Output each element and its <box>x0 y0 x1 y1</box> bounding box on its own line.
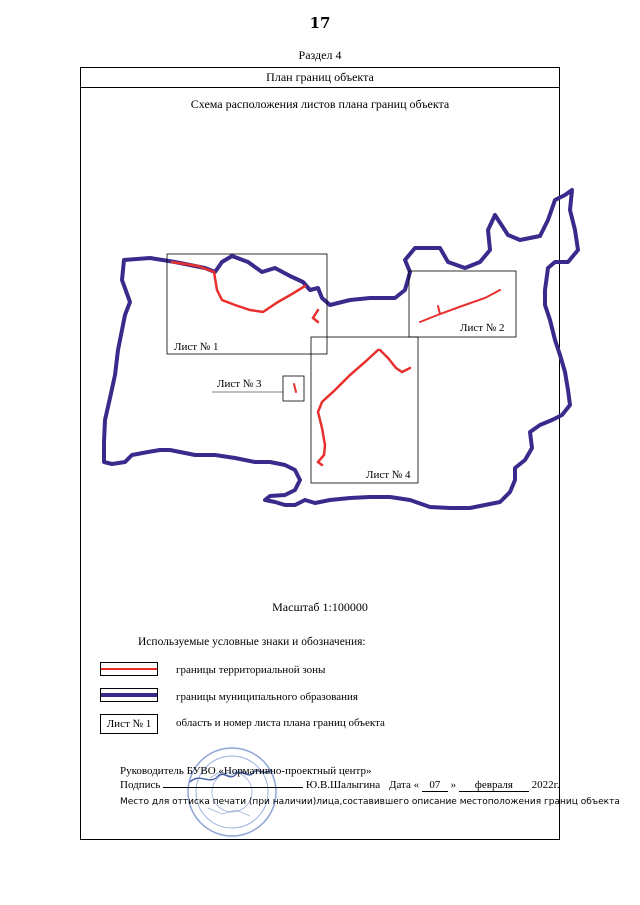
date-label: Дата « <box>388 779 420 791</box>
zone-line-1b <box>313 310 318 322</box>
date-day: 07 <box>422 779 448 792</box>
signature-blank <box>163 787 303 788</box>
sign-label: Подпись <box>120 779 161 791</box>
zone-line-2b <box>438 306 440 314</box>
legend-municipal-text: границы муниципального образования <box>176 691 358 703</box>
sheet-3-label: Лист № 3 <box>217 378 262 390</box>
date-month: февраля <box>459 779 529 792</box>
legend-sheet-box: Лист № 1 <box>100 714 158 734</box>
signature-head-line: Руководитель БУВО «Нормативно-проектный центр» <box>120 765 372 777</box>
frame-title: План границ объекта <box>80 67 560 88</box>
date-year-suffix: г. <box>553 779 560 791</box>
legend-zone-text: границы территориальной зоны <box>176 664 326 676</box>
zone-line-4b <box>380 350 410 372</box>
legend-municipal-line-sample <box>100 688 158 702</box>
legend-title: Используемые условные знаки и обозначения: <box>138 636 366 648</box>
sheet-4-area <box>311 337 418 483</box>
sheet-1-area <box>167 254 327 354</box>
section-heading: Раздел 4 <box>298 48 342 62</box>
legend-zone-line-sample <box>100 662 158 676</box>
map-scale: Масштаб 1:100000 <box>272 600 368 614</box>
sheet-2-label: Лист № 2 <box>460 322 505 334</box>
stamp-place-note: Место для оттиска печати (при наличии)лица,составившего описание местоположения границ объекта <box>120 797 620 807</box>
page-number: 17 <box>309 14 331 32</box>
legend-sheet-text: область и номер листа плана границ объекта <box>176 717 385 729</box>
zone-line-3 <box>294 384 296 392</box>
signature-line <box>120 779 560 792</box>
sheet-1-label: Лист № 1 <box>174 341 219 353</box>
sheet-3-area <box>283 376 304 401</box>
official-stamp-seal <box>180 742 290 842</box>
date-year: 2022 <box>531 779 554 791</box>
zone-line-4 <box>318 350 378 465</box>
date-close: » <box>450 779 457 791</box>
signer-name: Ю.В.Шалыгина <box>305 779 381 791</box>
sheet-4-label: Лист № 4 <box>366 469 411 481</box>
scheme-title: Схема расположения листов плана границ объекта <box>190 97 450 111</box>
zone-line-1 <box>172 262 305 312</box>
zone-line-2 <box>420 290 500 322</box>
